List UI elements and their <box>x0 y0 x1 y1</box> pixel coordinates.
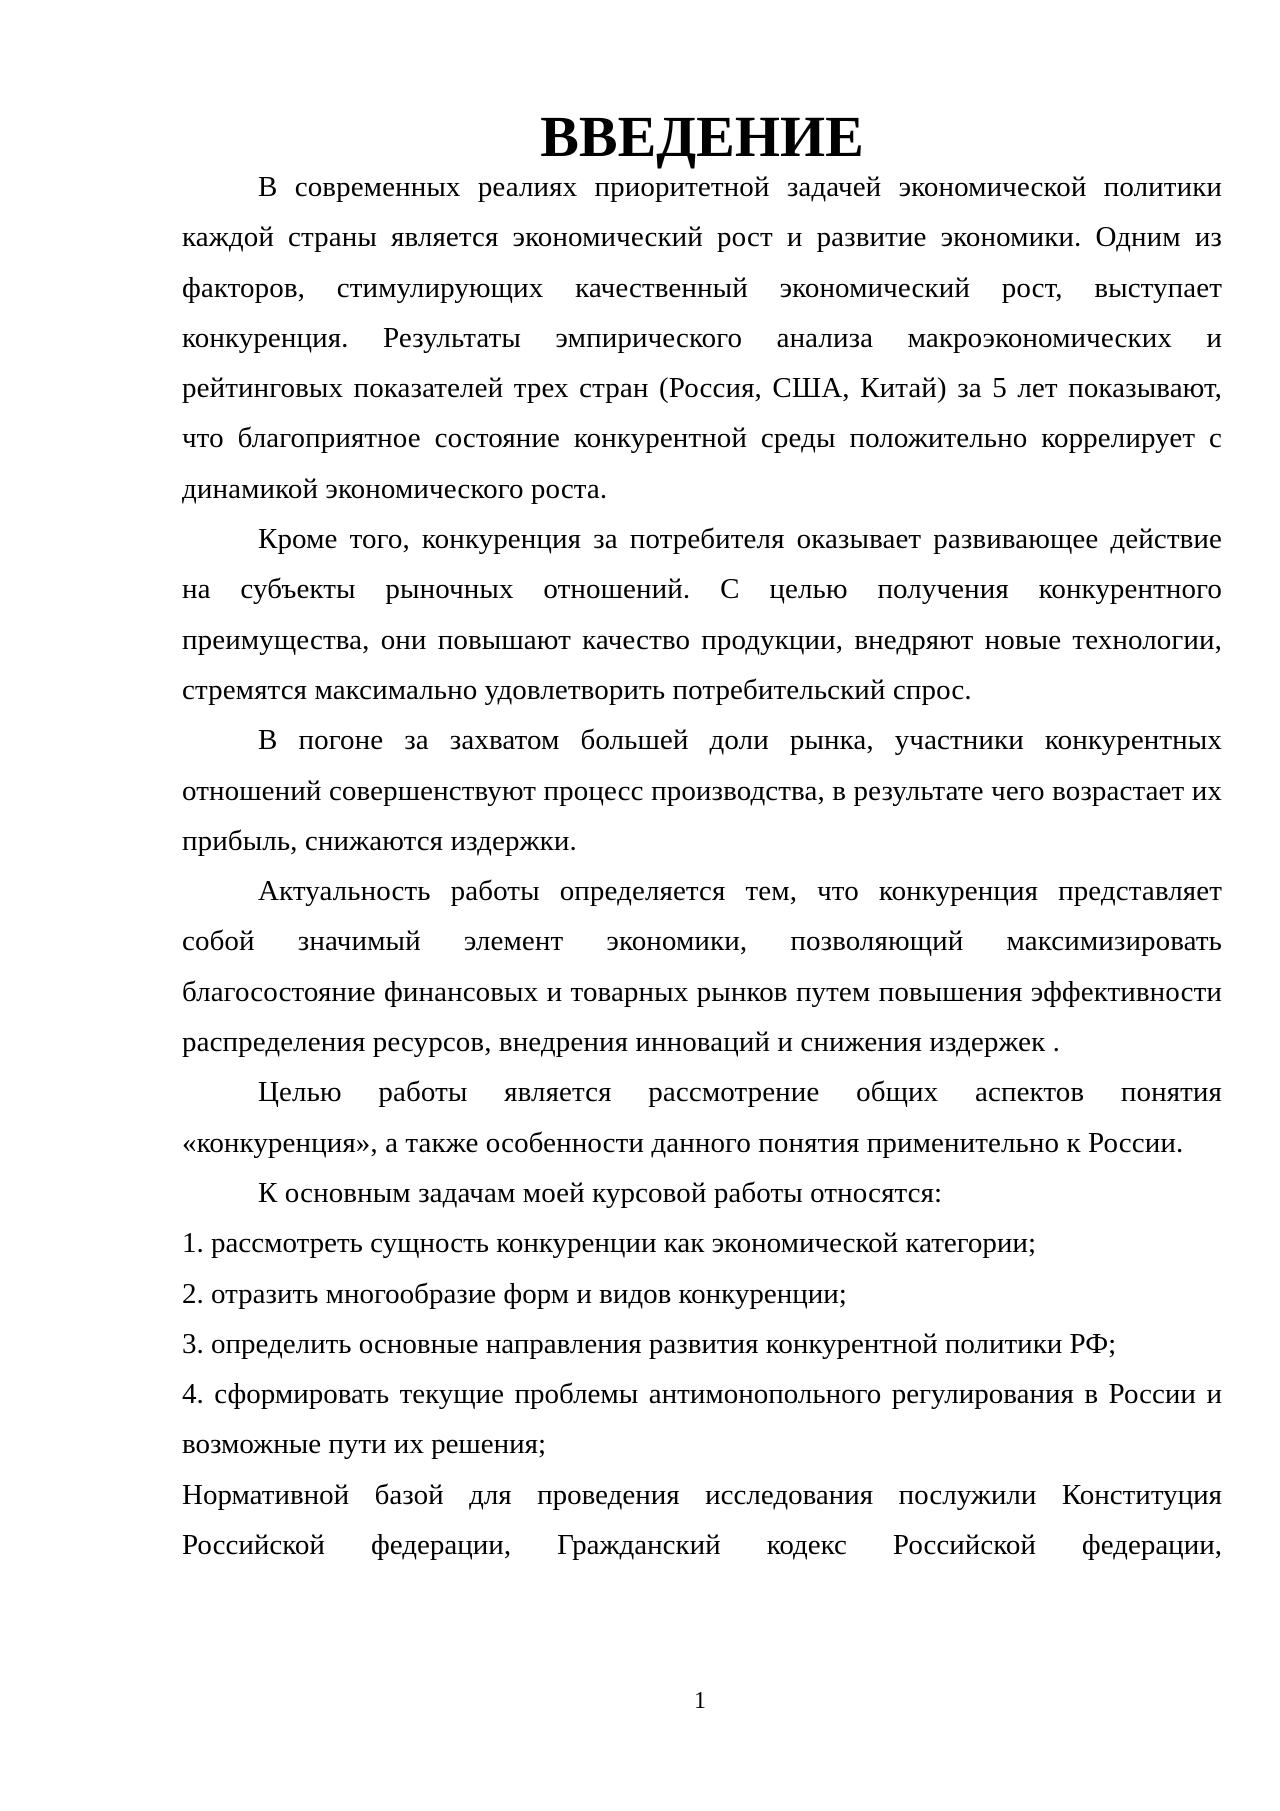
paragraph-goal: Целью работы является рассмотрение общих аспектов понятия «конкуренция», а также особенности данного понятия применительно к России. <box>182 1076 1222 1159</box>
paragraph-market-share: В погоне за захватом большей доли рынка, участники конкурентных отношений совершенствуют процесс производства, в результате чего возрастает их прибыль, снижаются издержки. <box>182 724 1222 857</box>
task-list-item-2: 2. отразить многообразие форм и видов конкуренции; <box>182 1277 847 1310</box>
page-title: ВВЕДЕНИЕ <box>540 104 864 169</box>
paragraph-tasks-intro: К основным задачам моей курсовой работы относятся: <box>258 1176 943 1209</box>
task-list-item-1: 1. рассмотреть сущность конкуренции как экономической категории; <box>182 1227 1037 1260</box>
page-number: 1 <box>694 1688 706 1714</box>
document-page <box>182 104 1222 1570</box>
task-list-item-3: 3. определить основные направления развития конкурентной политики РФ; <box>182 1327 1117 1360</box>
paragraph-relevance: Актуальность работы определяется тем, что конкуренция представляет собой значимый элемент экономики, позволяющий максимизировать благосостояние финансовых и товарных рынков путем повышения эффективности распределения ресурсов, внедрения инноваций и снижения издержек . <box>182 875 1222 1059</box>
paragraph-competition-effect: Кроме того, конкуренция за потребителя оказывает развивающее действие на субъекты рыночных отношений. С целью получения конкурентного преимущества, они повышают качество продукции, внедряют новые технологии, стремятся максимально удовлетворить потребительский спрос. <box>182 523 1222 706</box>
paragraph-normative-base: Нормативной базой для проведения исследования послужили Конституция Российской федерации, Гражданский кодекс Российской федерации, <box>182 1478 1222 1562</box>
paragraph-intro: В современных реалиях приоритетной задачей экономической политики каждой страны является экономический рост и развитие экономики. Одним из факторов, стимулирующих качественный экономический рост, выступает конкуренция. Результаты эмпирического анализа макроэкономических и рейтинговых показателей трех стран (Россия, США, Китай) за 5 лет показывают, что благоприятное состояние конкурентной среды положительно коррелирует с динамикой экономического роста. <box>182 171 1222 505</box>
task-list-item-4: 4. сформировать текущие проблемы антимонопольного регулирования в России и возможные пути их решения; <box>182 1378 1222 1461</box>
